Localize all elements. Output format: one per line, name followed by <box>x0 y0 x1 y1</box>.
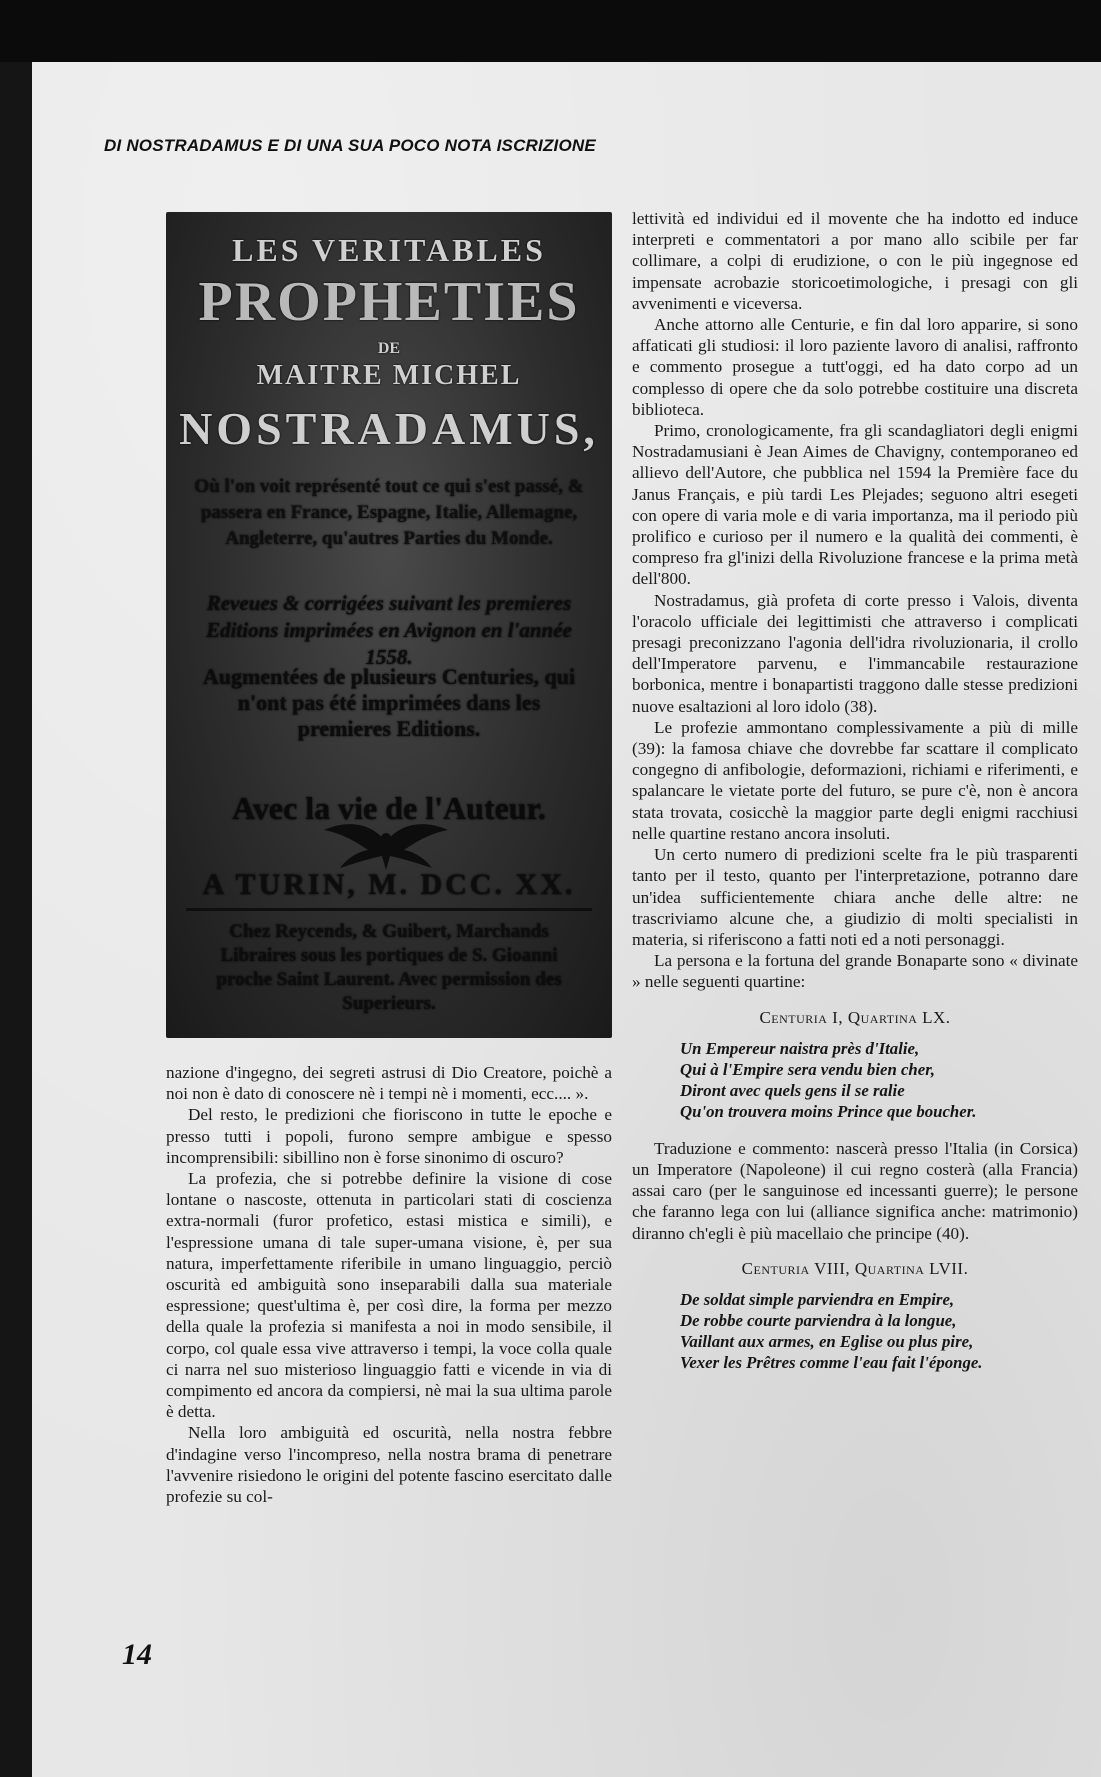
paragraph: Nella loro ambiguità ed oscurità, nella nostra febbre d'indagine verso l'incompreso, nella nostra brama di penetrare l'avvenire risiedono le origini del potente fascino esercitato dalle profezie su col- <box>166 1423 612 1507</box>
page-number: 14 <box>122 1638 152 1671</box>
quatrain <box>680 1289 1078 1373</box>
quatrain-line: Qu'on trouvera moins Prince que boucher. <box>680 1101 977 1121</box>
frontispiece-line: Où l'on voit représenté tout ce qui s'est passé, & passera en France, Espagne, Italie, Allemagne, Angleterre, qu'autres Parties du Monde. <box>194 476 584 549</box>
right-column <box>632 208 1078 1389</box>
paragraph: Le profezie ammontano complessivamente a più di mille (39): la famosa chiave che dovrebbe far scattare il complicato congegno di anfibologie, deformazioni, richiami e riferimenti, e spalancare le vietate porte del futuro, se pure c'è, non è ancora stata trovata, cosicchè la maggior parte degli enigmi racchiusi nelle quartine restano ancora insoluti. <box>632 717 1078 843</box>
frontispiece-rule <box>186 908 592 911</box>
quatrain-heading: Centuria I, Quartina LX. <box>759 1007 951 1027</box>
paragraph: La persona e la fortuna del grande Bonaparte sono « divinate » nelle seguenti quartine: <box>632 951 1078 992</box>
paragraph: Del resto, le predizioni che fioriscono in tutte le epoche e presso tutti i popoli, furono sempre ambigue e spesso incomprensibili: sibillino non è forse sinonimo di oscuro? <box>166 1105 612 1167</box>
quatrain-heading: Centuria VIII, Quartina LVII. <box>741 1258 969 1278</box>
frontispiece-title: PROPHETIES <box>198 271 580 333</box>
quatrain <box>680 1038 1078 1122</box>
scan-top-border <box>0 0 1101 62</box>
paragraph: Nostradamus, già profeta di corte presso i Valois, diventa l'oracolo ufficiale dei legittimisti che attraverso i complicati presagi preconizzano l'agonia dell'idra rivoluzionaria, il crollo dell'Imperatore parvenu, e l'immancabile restaurazione borbonica, mentre i bonapartisti traggono dalle stesse predizioni nuove esaltazioni al loro idolo (38). <box>632 590 1078 716</box>
left-column <box>166 1062 612 1507</box>
paragraph: nazione d'ingegno, dei segreti astrusi di Dio Creatore, poichè a noi non è dato di conoscere nè i tempi nè i momenti, ecc.... ». <box>166 1063 612 1104</box>
frontispiece-line: Reveues & corrigées suivant les premieres Editions imprimées en Avignon en l'année 1558. <box>206 591 572 669</box>
frontispiece-imprint: A TURIN, M. DCC. XX. <box>202 868 576 901</box>
paragraph: La profezia, che si potrebbe definire la visione di cose lontane o nascoste, ottenuta in particolari stati di coscienza extra-normali (furor profetico, estasi mistica e simili), e l'espressione umana di tale super-umana visione, è, per sua natura, imperfettamente riferibile in umano linguaggio, perciò oscurità ed ambiguità sono inseparabili dalla sua materiale espressione; quest'ultima è, per così dire, la forma per mezzo della quale la profezia si manifesta a noi in modo sensibile, il corpo, col quale essa vive attraverso i tempi, la voce colla quale ci narra nel suo misterioso linguaggio fatti e vicende in via di compimento ed ancora da compiersi, nè mai la sua ultima parole è detta. <box>166 1169 612 1422</box>
frontispiece-image <box>166 212 612 1038</box>
quatrain-line: Vaillant aux armes, en Eglise ou plus pire, <box>680 1331 974 1351</box>
book-page <box>32 62 1101 1777</box>
quatrain-line: Vexer les Prêtres comme l'eau fait l'éponge. <box>680 1352 983 1372</box>
paragraph: Primo, cronologicamente, fra gli scandagliatori degli enigmi Nostradamusiani è Jean Aimes de Chavigny, contemporaneo ed allievo dell'Autore, che pubblica nel 1594 la Première face du Janus Français, e più tardi Les Plejades; seguono altri esegeti con opere di varia mole e di varia importanza, ma il periodo più prolifico e curioso per il numero e la qualità dei commenti, è compreso fra gl'inizi della Rivoluzione francese e la prima metà dell'800. <box>632 421 1078 589</box>
frontispiece-line: Augmentées de plusieurs Centuries, qui n'ont pas été imprimées dans les premieres Editions. <box>202 664 576 741</box>
quatrain-line: Qui à l'Empire sera vendu bien cher, <box>680 1059 935 1079</box>
quatrain-line: De soldat simple parviendra en Empire, <box>680 1289 955 1309</box>
quatrain-line: Diront avec quels gens il se ralie <box>680 1080 905 1100</box>
frontispiece-line: MAITRE MICHEL <box>256 360 522 391</box>
quatrain-line: De robbe courte parviendra à la longue, <box>680 1310 957 1330</box>
paragraph: Traduzione e commento: nascerà presso l'Italia (in Corsica) un Imperatore (Napoleone) il cui regno costerà (alla Francia) assai caro (per le sanguinose ed incessanti guerre); le persone che faranno lega con lui (alliance significa anche: matrimonio) diranno ch'egli è più macellaio che principe (40). <box>632 1138 1078 1243</box>
paragraph: lettività ed individui ed il movente che ha indotto ed induce interpreti e commentatori a por mano allo scibile per far collimare, a colpi di erudizione, o con le più ingegnose ed impensate acrobazie storicoetimologiche, i presagi con gli avvenimenti e viceversa. <box>632 209 1078 313</box>
frontispiece-line: DE <box>377 340 401 357</box>
frontispiece-line: LES VERITABLES <box>232 232 546 268</box>
frontispiece-line: Avec la vie de l'Auteur. <box>232 790 546 826</box>
eagle-emblem-icon <box>316 812 456 872</box>
quatrain-line: Un Empereur naistra près d'Italie, <box>680 1038 920 1058</box>
paragraph: Anche attorno alle Centurie, e fin dal loro apparire, si sono affaticati gli studiosi: il loro paziente lavoro di analisi, raffronto e commento prosegue a tutt'oggi, ed ha dato corpo ad un complesso di opere che da solo potrebbe costituire una discreta biblioteca. <box>632 315 1078 419</box>
frontispiece-author: NOSTRADAMUS, <box>179 403 599 454</box>
frontispiece-publisher: Chez Reycends, & Guibert, Marchands Libraires sous les portiques de S. Gioanni proche Saint Laurent. Avec permission des Superieurs. <box>216 921 562 1014</box>
running-head: DI NOSTRADAMUS E DI UNA SUA POCO NOTA ISCRIZIONE <box>104 136 596 155</box>
paragraph: Un certo numero di predizioni scelte fra le più trasparenti tanto per il testo, quanto per l'interpretazione, potranno dare un'idea sufficientemente chiara anche delle altre: ne trascriviamo alcune che, a giudizio di molti specialisti in materia, si riferiscono a fatti noti ed a noti personaggi. <box>632 845 1078 949</box>
